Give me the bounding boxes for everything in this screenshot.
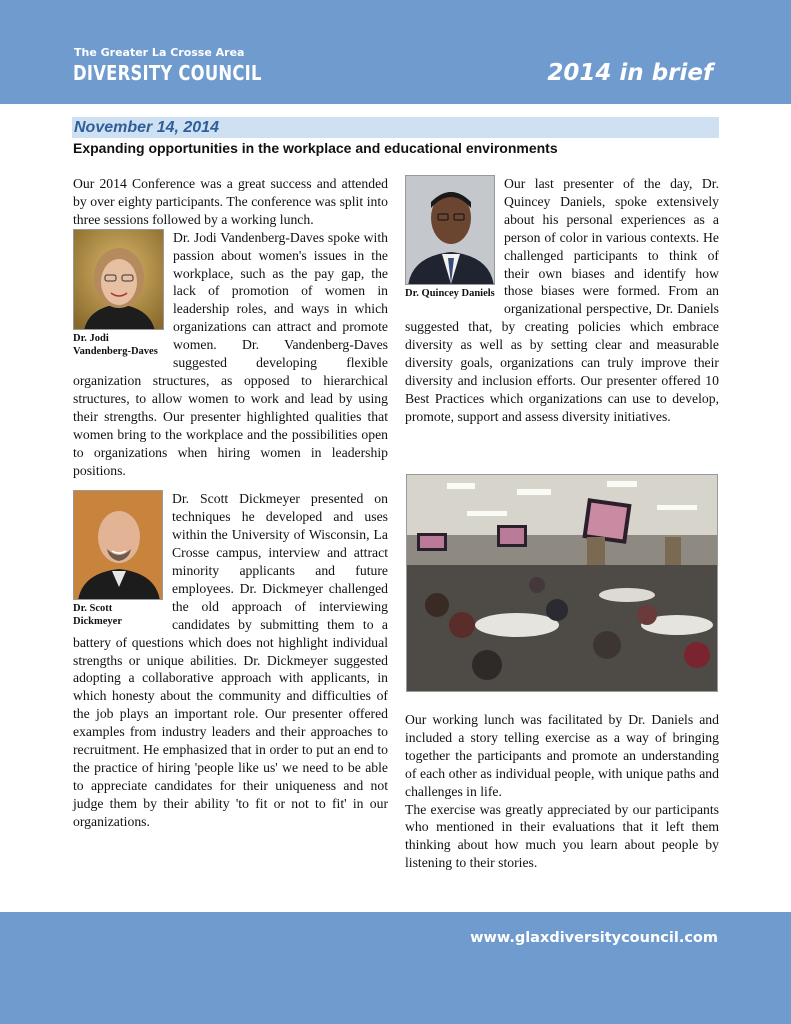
portrait-vandenberg-daves: [73, 229, 164, 330]
conference-room-photo: [406, 474, 718, 692]
paragraph-vandenberg-daves: Dr. Jodi Vandenberg-Daves spoke with passion about women's issues in the workplace, such as the pay gap, the lack of promotion of women in leadership roles, and ways in which organizations can attract and promote women. Dr. Vandenberg-Daves suggested developing flexible organization structures, as opposed to hierarchical structures, to allow women to work and lead by using their strengths. Our presenter highlighted qualities that women bring to the workplace and the possibilities open to organizations when hiring women in leadership positions.: [73, 229, 388, 478]
conference-room-image: [407, 475, 718, 692]
portrait-man-suit-image: [406, 176, 495, 285]
right-column: [405, 175, 719, 426]
org-name: DIVERSITY COUNCIL: [73, 61, 262, 85]
figure-vandenberg-daves: [73, 229, 164, 358]
footer-band: [0, 912, 791, 1024]
portrait-woman-image: [74, 230, 164, 330]
event-date: November 14, 2014: [74, 119, 219, 136]
website-link[interactable]: www.glaxdiversitycouncil.com: [470, 930, 718, 946]
paragraph-exercise: The exercise was greatly appreciated by our participants who mentioned in their evaluations that it left them thinking about how much you learn about people by listening to their stories.: [405, 801, 719, 871]
paragraph-working-lunch: Our working lunch was facilitated by Dr. Daniels and included a story telling exercise as a way of bringing together the participants and promote an understanding of each other as individual people, with unique paths and challenges in life.: [405, 712, 719, 799]
intro-paragraph: Our 2014 Conference was a great success and attended by over eighty participants. The conference was split into three sessions followed by a working lunch.: [73, 176, 388, 227]
caption-daniels: Dr. Quincey Daniels: [405, 288, 495, 299]
paragraph-daniels: Our last presenter of the day, Dr. Quincey Daniels, spoke extensively about his personal experiences as a person of color in various contexts. He challenged participants to think of their own biases and identify how those biases were formed. From an organizational perspective, Dr. Daniels suggested that, by creating policies which embrace diversity as well as by setting clear and measurable diversity goals, organizations can truly improve their diversity and inclusion efforts. Our presenter offered 10 Best Practices which organizations can use to develop, promote, support and assess diversity initiatives.: [405, 176, 719, 424]
left-column: [73, 175, 388, 831]
figure-daniels: [405, 175, 495, 300]
org-subtitle: The Greater La Crosse Area: [74, 46, 245, 59]
portrait-man-image: [74, 491, 163, 600]
article-headline: Expanding opportunities in the workplace and educational environments: [73, 140, 558, 156]
paragraph-dickmeyer: Dr. Scott Dickmeyer presented on techniques he developed and uses within the University of Wisconsin, La Crosse campus, interview and attract minority applicants and future employees. Dr. Dickmeyer challenged the old approach of interviewing candidates by submitting them to a battery of questions which does not highlight individual strengths or unique abilities. Dr. Dickmeyer suggested adopting a collaborative approach with applicants, in which honesty about the community and difficulties of the job plays an important role. Our presenter offered examples from industry leaders and their approaches to recruitment. He emphasized that in order to put an end to the practice of hiring 'people like us' we need to be able to appreciate candidates for their uniqueness and not judge them by their ability 'to fit or not to fit' in our organizations.: [73, 491, 388, 829]
figure-dickmeyer: [73, 490, 163, 628]
caption-dickmeyer: Dr. Scott Dickmeyer: [73, 603, 122, 628]
issue-title: 2014 in brief: [547, 60, 713, 86]
caption-vandenberg-daves: Dr. Jodi Vandenberg-Daves: [73, 332, 158, 357]
lunch-section: [405, 711, 719, 872]
portrait-daniels: [405, 175, 495, 285]
portrait-dickmeyer: [73, 490, 163, 600]
header-band: [0, 0, 791, 104]
